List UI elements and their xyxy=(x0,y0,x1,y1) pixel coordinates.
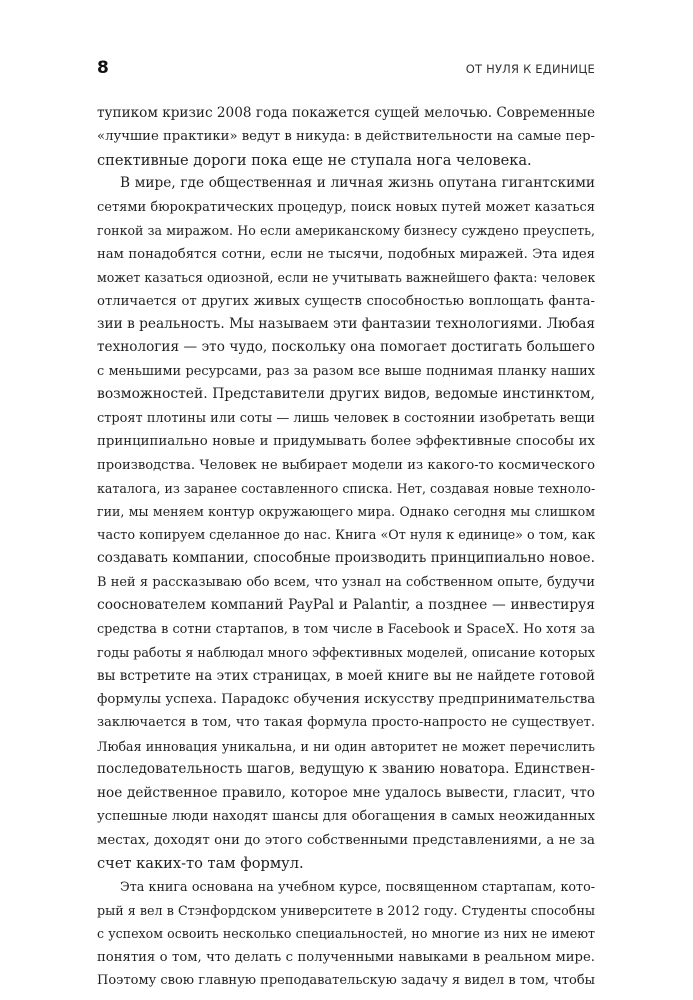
text-line: счет каких-то там формул. xyxy=(97,855,304,872)
text-line: гии, мы меняем контур окружающего мира. Однако сегодня мы слишком xyxy=(97,504,595,520)
text-line: с меньшими ресурсами, раз за разом все выше поднимая планку наших xyxy=(97,363,595,379)
text-line: успешные люди находят шансы для обогащения в самых неожиданных xyxy=(97,809,595,825)
running-head: ОТ НУЛЯ К ЕДИНИЦЕ xyxy=(465,62,595,76)
text-line: нам понадобятся сотни, если не тысячи, подобных миражей. Эта идея xyxy=(97,246,595,262)
text-line: Эта книга основана на учебном курсе, посвященном стартапам, кото- xyxy=(120,879,595,895)
text-line: ное действенное правило, которое мне удалось вывести, гласит, что xyxy=(97,784,595,801)
text-line: В мире, где общественная и личная жизнь опутана гигантскими xyxy=(120,175,595,192)
text-line: гонкой за миражом. Но если американскому бизнесу суждено преуспеть, xyxy=(97,223,595,239)
text-line: вы встретите на этих страницах, в моей книге вы не найдете готовой xyxy=(97,667,595,684)
text-line: может казаться одиозной, если не учитывать важнейшего факта: человек xyxy=(97,270,595,286)
text-line: средства в сотни стартапов, в том числе в Facebook и SpaceX. Но хотя за xyxy=(97,621,595,637)
text-line: Поэтому свою главную преподавательскую задачу я видел в том, чтобы xyxy=(97,973,595,989)
text-line: технология — это чудо, поскольку она помогает достигать большего xyxy=(97,339,595,356)
text-line: сооснователем компаний PayPal и Palantir, а позднее — инвестируя xyxy=(97,597,595,614)
text-line: понятия о том, что делать с полученными навыками в реальном мире. xyxy=(97,949,595,965)
text-line: Любая инновация уникальна, и ни один авторитет не может перечислить xyxy=(97,738,595,754)
text-line: с успехом освоить несколько специальностей, но многие из них не имеют xyxy=(97,926,595,942)
page-number: 8 xyxy=(97,58,109,78)
text-line: «лучшие практики» ведут в никуда: в действительности на самые пер- xyxy=(97,129,595,145)
text-line: местах, доходят они до этого собственными представлениями, а не за xyxy=(97,832,595,848)
text-line: отличается от других живых существ способностью воплощать фанта- xyxy=(97,293,595,309)
page-header xyxy=(97,58,595,78)
body-text xyxy=(97,102,595,993)
text-line: последовательность шагов, ведущую к званию новатора. Единствен- xyxy=(97,761,595,778)
text-line: создавать компании, способные производить принципиально новое. xyxy=(97,550,595,567)
text-line: В ней я рассказываю обо всем, что узнал на собственном опыте, будучи xyxy=(97,574,595,590)
text-line: годы работы я наблюдал много эффективных моделей, описание которых xyxy=(97,645,595,661)
text-line: зии в реальность. Мы называем эти фантазии технологиями. Любая xyxy=(97,315,595,332)
text-line: сетями бюрократических процедур, поиск новых путей может казаться xyxy=(97,199,595,215)
text-line: принципиально новые и придумывать более эффективные способы их xyxy=(97,434,595,450)
text-line: часто копируем сделанное до нас. Книга «От нуля к единице» о том, как xyxy=(97,527,595,543)
text-line: производства. Человек не выбирает модели из какого-то космического xyxy=(97,457,595,473)
text-line: возможностей. Представители других видов, ведомые инстинктом, xyxy=(97,386,595,403)
text-line: тупиком кризис 2008 года покажется сущей мелочью. Современные xyxy=(97,105,595,121)
text-line: заключается в том, что такая формула просто-напросто не существует. xyxy=(97,715,595,731)
text-line: каталога, из заранее составленного списка. Нет, создавая новые техноло- xyxy=(97,481,595,496)
text-line: строят плотины или соты — лишь человек в состоянии изобретать вещи xyxy=(97,410,595,426)
text-line: рый я вел в Стэнфордском университете в 2012 году. Студенты способны xyxy=(97,902,595,918)
text-line: спективные дороги пока еще не ступала нога человека. xyxy=(97,151,532,169)
text-line: формулы успеха. Парадокс обучения искусству предпринимательства xyxy=(97,691,595,707)
